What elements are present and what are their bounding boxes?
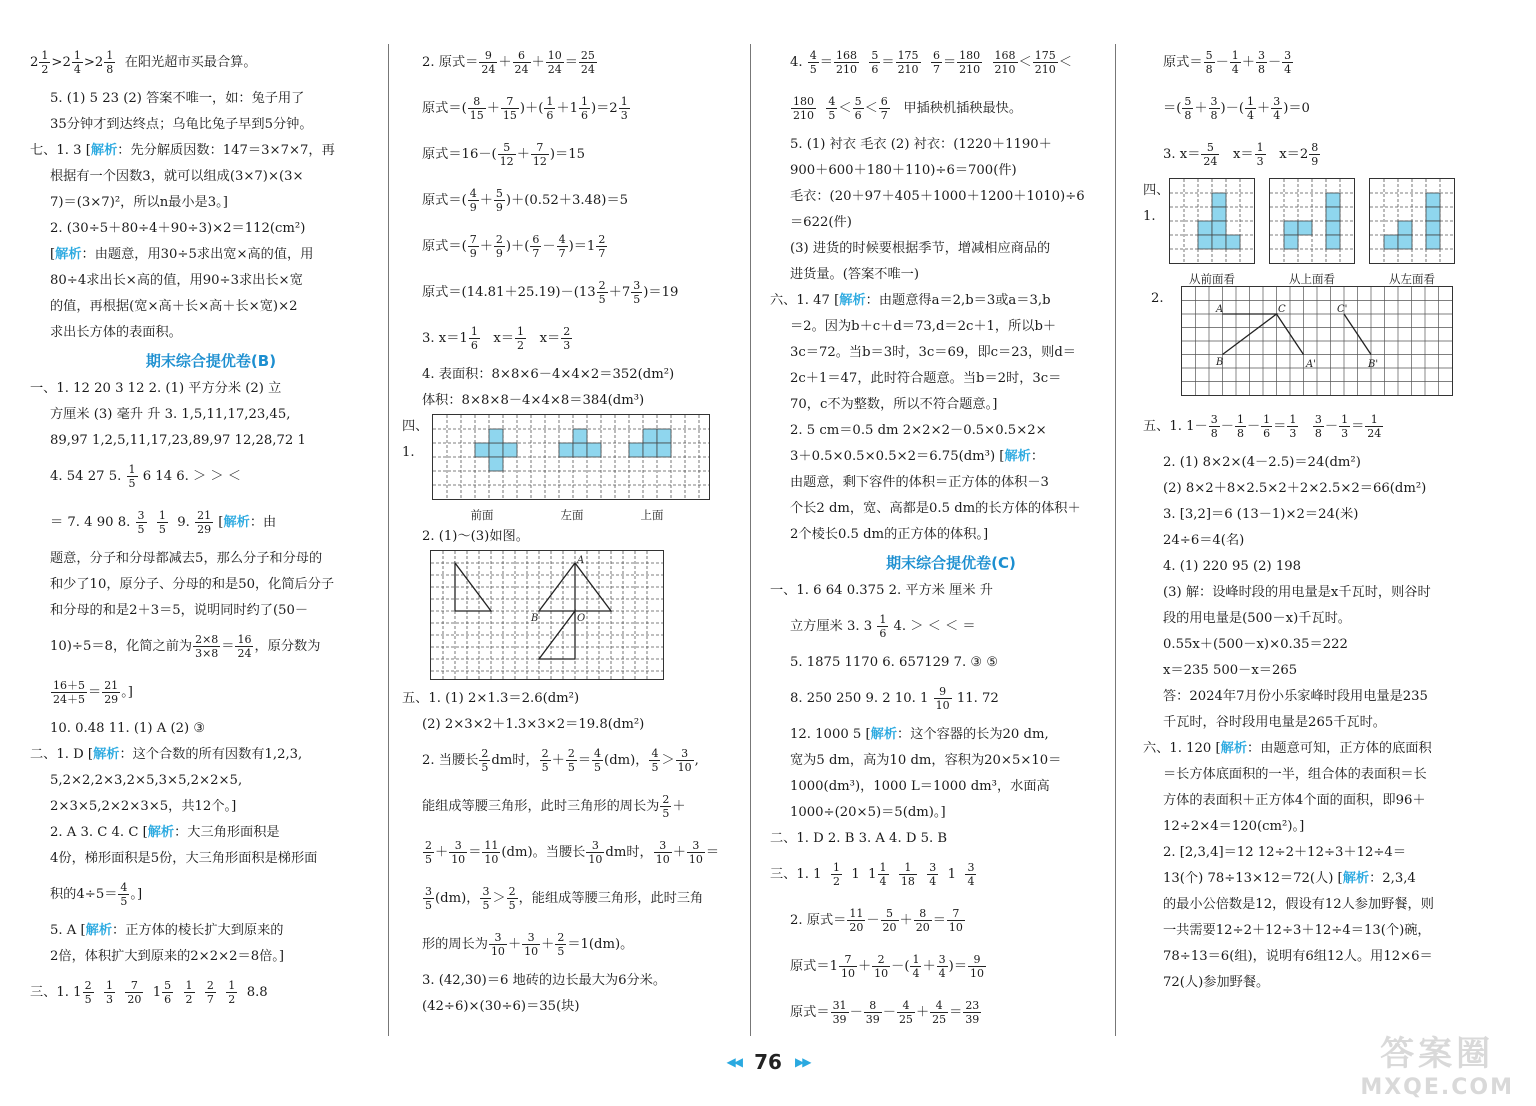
front-view-grid bbox=[1169, 178, 1255, 264]
answer-line: 五、1. 1－ $\frac{3}{8}$ － $\frac{1}{8}$ － $\frac{1}{6}$ ＝ $\frac{1}{3}$ $\frac{3}{8}$ － $\frac{1}{3}$ ＝ $\frac{1}{24}$ bbox=[1143, 413, 1382, 440]
rotation-grid bbox=[1181, 286, 1453, 396]
section-title: 期末综合提优卷(B) bbox=[145, 352, 277, 370]
answer-line: 根据有一个因数3，就可以组成(3×7)×(3× bbox=[50, 169, 304, 184]
answer-line: 12÷2×4＝120(cm²)。] bbox=[1163, 819, 1305, 834]
answer-line: 5. 1875 1170 6. 657129 7. ③ ⑤ bbox=[790, 655, 999, 670]
answer-line: 5. (1) 衬衣 毛衣 (2) 衬衣：(1220＋1190＋ bbox=[790, 137, 1052, 152]
watermark-logo bbox=[1360, 1026, 1514, 1100]
answer-line: 2c＋1＝47，此时符合题意。当b＝2时，3c＝ bbox=[790, 371, 1062, 386]
answer-line: 2. (1)～(3)如图。 bbox=[422, 529, 529, 544]
answer-line: (3) 解：设峰时段的用电量是x千瓦时，则谷时 bbox=[1163, 585, 1431, 600]
triangle-grid bbox=[430, 550, 664, 680]
caption-left: 左面 bbox=[560, 508, 584, 522]
answer-line: 13(个) 78÷13×12＝72(人) [解析：2,3,4 bbox=[1163, 871, 1416, 886]
answer-line: 一、1. 12 20 3 12 2. (1) 平方分米 (2) 立 bbox=[30, 381, 282, 396]
answer-line: 六、1. 47 [解析：由题意得a＝2,b＝3或a＝3,b bbox=[770, 293, 1051, 308]
answer-line: 由题意，剩下容件的体积＝正方体的体积－3 bbox=[790, 475, 1049, 490]
answer-line: 89,97 1,2,5,11,17,23,89,97 12,28,72 1 bbox=[50, 433, 306, 448]
answer-line: 3＋0.5×0.5×0.5×2＝6.75(dm³) [解析： bbox=[790, 449, 1045, 464]
answer-line: 10)÷5＝8，化简之前为 $\frac{2\times 8}{3\times 8}$ ＝ $\frac{16}{24}$ ，原分数为 bbox=[50, 633, 321, 660]
answer-line: 24÷6＝4(名) bbox=[1163, 533, 1245, 548]
answer-line: ＝长方体底面积的一半，组合体的表面积＝长 bbox=[1163, 767, 1427, 782]
answer-line: 10. 0.48 11. (1) A (2) ③ bbox=[50, 721, 206, 736]
answer-line: 70，c不为整数，所以不符合题意。] bbox=[790, 397, 998, 412]
answer-line: ＝2。因为b＋c＋d＝73,d＝2c＋1，所以b＋ bbox=[790, 319, 1057, 334]
answer-line: 2 $\frac{1}{2}$ >2 $\frac{1}{4}$ >2 $\frac{1}{8}$ 在阳光超市买最合算。 bbox=[30, 49, 257, 76]
answer-line: 1000(dm³)，1000 L＝1000 dm³，水面高 bbox=[790, 779, 1050, 794]
answer-line: $\frac{16+5}{24+5}$ ＝ $\frac{21}{29}$ 。] bbox=[53, 679, 133, 706]
caption-top-view: 从上面看 bbox=[1289, 272, 1335, 286]
answer-line: 答：2024年7月份小乐家峰时段用电量是235 bbox=[1163, 689, 1428, 704]
answer-line: 2. (30÷5＋80÷4＋90÷3)×2＝112(cm²) bbox=[50, 221, 306, 236]
answer-line: 立方厘米 3. 3 $\frac{1}{6}$ 4. ＞ ＜ ＜ ＝ bbox=[790, 613, 976, 640]
answer-line: 8. 250 250 9. 2 10. 1 $\frac{9}{10}$ 11. 72 bbox=[790, 685, 999, 712]
view-grid-figure bbox=[432, 414, 710, 528]
answer-line: (2) 2×3×2＋1.3×3×2＝19.8(dm²) bbox=[422, 717, 645, 732]
answer-line: 进货量。(答案不唯一) bbox=[790, 267, 919, 282]
answer-line: 2. 原式＝ $\frac{11}{20}$ － $\frac{5}{20}$ ＋ $\frac{8}{20}$ ＝ $\frac{7}{10}$ bbox=[790, 907, 963, 934]
answer-line: x＝235 500－x＝265 bbox=[1163, 663, 1298, 678]
answer-line: 3. x＝1 $\frac{1}{6}$ x＝ $\frac{1}{2}$ x＝ $\frac{2}{3}$ bbox=[422, 325, 571, 352]
left-view-grid bbox=[1369, 178, 1455, 264]
answer-line: 的值，再根据(宽×高＋长×高＋长×宽)×2 bbox=[50, 299, 298, 314]
answer-line: 2. A 3. C 4. C [解析：大三角形面积是 bbox=[50, 825, 280, 840]
svg-text:B: B bbox=[1216, 357, 1224, 368]
answer-line: 方体的表面积＋正方体4个面的面积，即96＋ bbox=[1163, 793, 1426, 808]
answer-line: 和分母的和是2＋3＝5，说明同时约了(50－ bbox=[50, 603, 309, 618]
answer-line: 积的4÷5＝ $\frac{4}{5}$ 。] bbox=[50, 881, 143, 908]
answer-line: 5. (1) 5 23 (2) 答案不唯一，如：兔子用了 bbox=[50, 91, 305, 106]
answer-line: 原式＝1 $\frac{7}{10}$ ＋ $\frac{2}{10}$ －( $\frac{1}{4}$ ＋ $\frac{3}{4}$ )＝ $\frac{9}{10}$ bbox=[790, 953, 985, 980]
answer-line: 4份，梯形面积是5份，大三角形面积是梯形面 bbox=[50, 851, 318, 866]
answer-line: 的最小公倍数是12，假设有12人参加野餐，则 bbox=[1163, 897, 1434, 912]
answer-line: 3. x＝ $\frac{5}{24}$ x＝ $\frac{1}{3}$ x＝2 $\frac{8}{9}$ bbox=[1163, 141, 1319, 168]
answer-line: (2) 8×2＋8×2.5×2＋2×2.5×2＝66(dm²) bbox=[1163, 481, 1427, 496]
answer-line: [解析：由题意，用30÷5求出宽×高的值，用 bbox=[50, 247, 314, 262]
question-number: 2. bbox=[1151, 291, 1164, 306]
answer-line: 宽为5 dm，高为10 dm，容积为20×5×10＝ bbox=[790, 753, 1062, 768]
section-title: 期末综合提优卷(C) bbox=[886, 554, 1016, 572]
answer-line: 形的周长为 $\frac{3}{10}$ ＋ $\frac{3}{10}$ ＋ $\frac{2}{5}$ ＝1(dm)。 bbox=[422, 931, 634, 958]
answer-line: 1000÷(20×5)＝5(dm)。] bbox=[790, 805, 946, 820]
answer-line: 三、1. 1 $\frac{2}{5}$ $\frac{1}{3}$ $\frac{7}{20}$ 1 $\frac{5}{6}$ $\frac{1}{2}$ $\frac{2}{7}$ $\frac{1}{2}$ 8.8 bbox=[30, 979, 268, 1006]
answer-line: 2. (1) 8×2×(4－2.5)＝24(dm²) bbox=[1163, 455, 1361, 470]
answer-line: 原式＝( $\frac{8}{15}$ ＋ $\frac{7}{15}$ )＋( $\frac{1}{6}$ ＋1 $\frac{1}{6}$ )＝2 $\frac{1}{3}$ bbox=[422, 95, 628, 122]
next-page-arrows: ▶▶ bbox=[795, 1055, 810, 1069]
answer-line: 2. 原式＝ $\frac{9}{24}$ ＋ $\frac{6}{24}$ ＋ $\frac{10}{24}$ ＝ $\frac{25}{24}$ bbox=[422, 49, 595, 76]
svg-text:C': C' bbox=[1337, 304, 1348, 315]
svg-text:A: A bbox=[1216, 304, 1224, 315]
answer-line: (42÷6)×(30÷6)＝35(块) bbox=[422, 999, 580, 1014]
answer-line: $\frac{2}{5}$ ＋ $\frac{3}{10}$ ＝ $\frac{11}{10}$ (dm)。当腰长 $\frac{3}{10}$ dm时， $\frac{3}{10}$ ＋ $\frac{3}{10}$ ＝ bbox=[425, 839, 720, 866]
answer-line: 毛衣：(20＋97＋405＋1000＋1200＋1010)÷6 bbox=[790, 189, 1085, 204]
answer-line: 七、1. 3 [解析：先分解质因数：147＝3×7×7，再 bbox=[30, 143, 335, 158]
answer-line: 六、1. 120 [解析：由题意可知，正方体的底面积 bbox=[1143, 741, 1432, 756]
svg-text:O: O bbox=[577, 613, 586, 624]
answer-line: 五、1. (1) 2×1.3＝2.6(dm²) bbox=[402, 691, 580, 706]
answer-line: 4. 54 27 5. $\frac{1}{5}$ 6 14 6. ＞ ＞ ＜ bbox=[50, 463, 241, 490]
answer-line: 35分钟才到达终点；乌龟比兔子早到5分钟。 bbox=[50, 117, 313, 132]
answer-line: 个长2 dm，宽、高都是0.5 dm的长方体的体积＋ bbox=[790, 501, 1081, 516]
answer-line: 原式＝( $\frac{4}{9}$ ＋ $\frac{5}{9}$ )＋(0.52＋3.48)＝5 bbox=[422, 187, 629, 214]
answer-line: 78÷13＝6(组)，说明有6组12人。用12×6＝ bbox=[1163, 949, 1433, 964]
svg-text:A: A bbox=[577, 555, 585, 566]
question-number: 四、1. bbox=[402, 419, 429, 460]
view-figures bbox=[1169, 178, 1455, 292]
answer-line: 二、1. D 2. B 3. A 4. D 5. B bbox=[770, 831, 948, 846]
answer-line: 原式＝( $\frac{7}{9}$ ＋ $\frac{2}{9}$ )＋( $\frac{6}{7}$ － $\frac{4}{7}$ )＝1 $\frac{2}{7}$ bbox=[422, 233, 606, 260]
answer-line: 3. [3,2]＝6 (13－1)×2＝24(米) bbox=[1163, 507, 1359, 522]
answer-line: 72(人)参加野餐。 bbox=[1163, 975, 1270, 990]
answer-line: ＝( $\frac{5}{8}$ ＋ $\frac{3}{8}$ )－( $\frac{1}{4}$ ＋ $\frac{3}{4}$ )＝0 bbox=[1163, 95, 1310, 122]
answer-line: 2倍，体积扩大到原来的2×2×2＝8倍。] bbox=[50, 949, 285, 964]
answer-line: 4. $\frac{4}{5}$ ＝ $\frac{168}{210}$ $\frac{5}{6}$ ＝ $\frac{175}{210}$ $\frac{6}{7}$ ＝ $\frac{180}{210}$ $\frac{168}{210}$ ＜ $\frac{175}{210}$ ＜ bbox=[790, 49, 1072, 76]
answer-line: 4. (1) 220 95 (2) 198 bbox=[1163, 559, 1302, 574]
answer-line: 3c＝72。当b＝3时，3c＝69，即c＝23，则d＝ bbox=[790, 345, 1076, 360]
svg-text:B: B bbox=[531, 613, 539, 624]
answer-line: 2×3×5,2×2×3×5，共12个。] bbox=[50, 799, 237, 814]
answer-line: 7)＝(3×7)²，所以n最小是3。] bbox=[50, 195, 228, 210]
caption-front: 前面 bbox=[470, 508, 494, 522]
answer-line: 一、1. 6 64 0.375 2. 平方米 厘米 升 bbox=[770, 583, 993, 598]
answer-line: 5. A [解析：正方体的棱长扩大到原来的 bbox=[50, 923, 284, 938]
answer-line: 原式＝ $\frac{31}{39}$ － $\frac{8}{39}$ － $\frac{4}{25}$ ＋ $\frac{4}{25}$ ＝ $\frac{23}{39}$ bbox=[790, 999, 980, 1026]
answer-line: $\frac{3}{5}$ (dm)， $\frac{3}{5}$ ＞ $\frac{2}{5}$ ，能组成等腰三角形，此时三角 bbox=[425, 885, 704, 912]
answer-column-3 bbox=[770, 40, 1132, 1036]
answer-line: 能组成等腰三角形，此时三角形的周长为 $\frac{2}{5}$ ＋ bbox=[422, 793, 686, 820]
answer-line: 方厘米 (3) 毫升 升 3. 1,5,11,17,23,45, bbox=[50, 407, 291, 422]
answer-line: 2个棱长0.5 dm的正方体的体积。] bbox=[790, 527, 989, 542]
answer-line: ＝ 7. 4 90 8. $\frac{3}{5}$ $\frac{1}{5}$ 9. $\frac{21}{29}$ [解析：由 bbox=[50, 509, 277, 536]
svg-text:A': A' bbox=[1306, 359, 1316, 370]
answer-line: 原式＝ $\frac{5}{8}$ － $\frac{1}{4}$ ＋ $\frac{3}{8}$ － $\frac{3}{4}$ bbox=[1163, 49, 1292, 76]
page-footer bbox=[0, 1050, 1536, 1074]
answer-line: 二、1. D [解析：这个合数的所有因数有1,2,3, bbox=[30, 747, 303, 762]
answer-line: 三、1. 1 $\frac{1}{2}$ 1 1 $\frac{1}{4}$ $\frac{1}{18}$ $\frac{3}{4}$ 1 $\frac{3}{4}$ bbox=[770, 861, 975, 888]
answer-line: 求出长方体的表面积。 bbox=[50, 325, 182, 340]
answer-line: 5,2×2,2×3,2×5,3×5,2×2×5, bbox=[50, 773, 243, 788]
answer-line: 3. (42,30)＝6 地砖的边长最大为6分米。 bbox=[422, 973, 667, 988]
answer-line: ＝622(件) bbox=[790, 215, 852, 230]
answer-line: 12. 1000 5 [解析：这个容器的长为20 dm, bbox=[790, 727, 1049, 742]
answer-line: 0.55x＋(500－x)×0.35＝222 bbox=[1163, 637, 1348, 652]
prev-page-arrows: ◀◀ bbox=[726, 1055, 741, 1069]
three-views-grid bbox=[432, 414, 710, 500]
watermark-text: 答案圈 bbox=[1380, 1034, 1495, 1074]
page-number: 76 bbox=[754, 1050, 782, 1074]
answer-line: 原式＝16－( $\frac{5}{12}$ ＋ $\frac{7}{12}$ )＝15 bbox=[422, 141, 585, 168]
answer-line: 一共需要12÷2＋12÷3＋12÷4＝13(个)碗， bbox=[1163, 923, 1431, 938]
top-view-grid bbox=[1269, 178, 1355, 264]
answer-line: 2. 5 cm＝0.5 dm 2×2×2－0.5×0.5×2× bbox=[790, 423, 1047, 438]
svg-text:B': B' bbox=[1368, 359, 1379, 370]
answer-line: 4. 表面积：8×8×6－4×4×2＝352(dm²) bbox=[422, 367, 675, 382]
answer-line: 段的用电量是(500－x)千瓦时。 bbox=[1163, 611, 1351, 626]
answer-line: 千瓦时，谷时段用电量是265千瓦时。 bbox=[1163, 715, 1386, 730]
svg-text:C: C bbox=[1278, 304, 1286, 315]
answer-line: 80÷4求出长×高的值，用90÷3求出长×宽 bbox=[50, 273, 303, 288]
answer-line: 2. 当腰长 $\frac{2}{5}$ dm时， $\frac{2}{5}$ ＋ $\frac{2}{5}$ ＝ $\frac{4}{5}$ (dm)， $\frac{4}{5}$ ＞ $\frac{3}{10}$ , bbox=[422, 747, 699, 774]
answer-line: (3) 进货的时候要根据季节，增减相应商品的 bbox=[790, 241, 1051, 256]
answer-column-1 bbox=[30, 40, 392, 1016]
answer-line: 2. [2,3,4]＝12 12÷2＋12÷3＋12÷4＝ bbox=[1163, 845, 1407, 860]
answer-line: 900＋600＋180＋110)÷6＝700(件) bbox=[790, 163, 1017, 178]
caption-top: 上面 bbox=[640, 508, 664, 522]
transform-grid-figure bbox=[402, 550, 764, 686]
answer-line: $\frac{180}{210}$ $\frac{4}{5}$ ＜ $\frac{5}{6}$ ＜ $\frac{6}{7}$ 甲插秧机插秧最快。 bbox=[793, 95, 1023, 122]
watermark-url: MXQE.COM bbox=[1360, 1075, 1514, 1100]
answer-line: 题意，分子和分母都减去5，那么分子和分母的 bbox=[50, 551, 323, 566]
answer-line: 原式＝(14.81＋25.19)－(13 $\frac{2}{5}$ ＋7 $\frac{3}{5}$ )＝19 bbox=[422, 279, 679, 306]
answer-line: 和少了10，原分子、分母的和是50，化简后分子 bbox=[50, 577, 335, 592]
answer-column-4 bbox=[1143, 40, 1505, 996]
caption-front-view: 从前面看 bbox=[1189, 272, 1235, 286]
question-number: 四、1. bbox=[1143, 183, 1170, 224]
answer-column-2 bbox=[402, 40, 764, 1020]
caption-left-view: 从左面看 bbox=[1389, 272, 1435, 286]
answer-line: 体积：8×8×8－4×4×8＝384(dm³) bbox=[422, 393, 645, 408]
